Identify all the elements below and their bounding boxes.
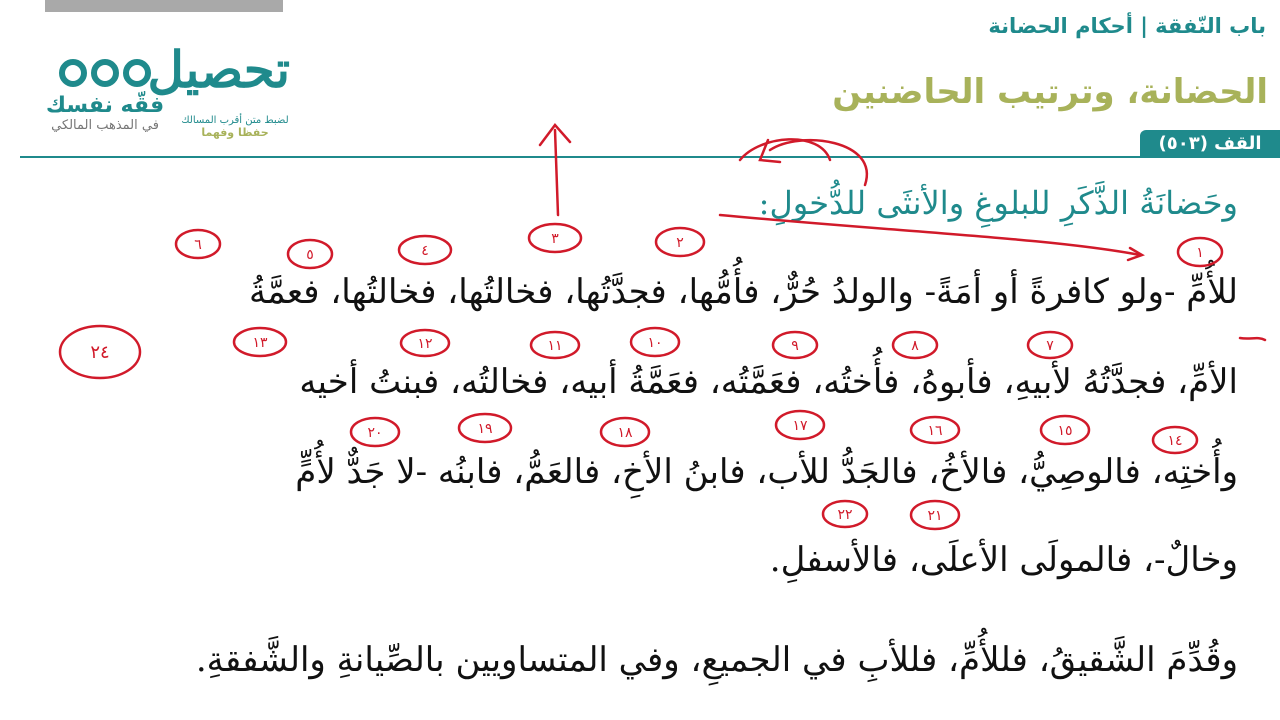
svg-text:١٤: ١٤	[1167, 433, 1183, 449]
svg-text:٢١: ٢١	[927, 508, 943, 524]
marker-16	[911, 417, 959, 443]
top-progress-bar	[45, 0, 283, 12]
marker-15	[1041, 416, 1089, 444]
page-title: الحضانة، وترتيب الحاضنين	[832, 72, 1268, 112]
tahsil-tagline: لضبط متن أقرب المسالك	[181, 115, 289, 126]
svg-text:٢: ٢	[676, 235, 684, 251]
marker-21	[911, 501, 959, 529]
svg-text:١٢: ١٢	[417, 336, 433, 352]
svg-text:١٥: ١٥	[1057, 423, 1073, 439]
svg-text:١٧: ١٧	[792, 418, 808, 434]
marker-14	[1153, 427, 1197, 453]
text-line-4: وخالٌ-، فالمولَى الأعلَى، فالأسفلِ.	[769, 540, 1238, 580]
marker-6	[176, 230, 220, 258]
svg-text:٣: ٣	[551, 231, 559, 247]
marker-5	[288, 240, 332, 268]
svg-text:١٠: ١٠	[647, 335, 663, 351]
svg-text:٥: ٥	[306, 247, 314, 263]
text-line-1: للأُمِّ -ولو كافرةً أو أمَةً- والولدُ حُرٌّ، فأُمُّها، فجدَّتُها، فخالتُها، فخالتُها، فعمَّةُ	[248, 272, 1238, 312]
tahsil-calligraphy: تحصيل	[147, 40, 290, 99]
svg-text:١٨: ١٨	[617, 425, 633, 441]
tab-divider	[20, 156, 1280, 158]
svg-text:١٣: ١٣	[252, 335, 268, 351]
marker-1	[1178, 238, 1222, 266]
marker-7	[1028, 332, 1072, 358]
tahsil-logo	[147, 35, 290, 165]
marker-4	[399, 236, 451, 264]
svg-text:٤: ٤	[421, 243, 429, 259]
marker-2	[656, 228, 704, 256]
marker-22	[823, 501, 867, 527]
svg-text:٦: ٦	[194, 237, 202, 253]
marker-17	[776, 411, 824, 439]
svg-text:١٩: ١٩	[477, 421, 493, 437]
svg-text:٢٤: ٢٤	[90, 342, 110, 363]
svg-text:٧: ٧	[1046, 338, 1054, 354]
svg-text:٨: ٨	[911, 338, 919, 354]
marker-20	[351, 418, 399, 446]
logo-tagline: في المذهب المالكي	[51, 118, 159, 133]
marker-9	[773, 332, 817, 358]
svg-text:١١: ١١	[547, 338, 563, 354]
section-subheading: وحَضانَةُ الذَّكَرِ للبلوغِ والأنثَى للدُّخولِ:	[758, 184, 1238, 222]
marker-3	[529, 224, 581, 252]
marker-8	[893, 332, 937, 358]
svg-text:١٦: ١٦	[927, 423, 943, 439]
svg-text:٩: ٩	[791, 338, 799, 354]
svg-text:٢٢: ٢٢	[837, 507, 853, 523]
marker-11	[531, 332, 579, 358]
svg-text:١: ١	[1196, 245, 1204, 261]
text-line-3: وأُختِه، فالوصِيُّ، فالأخُ، فالجَدُّ للأب، فابنُ الأخِ، فالعَمُّ، فابنُه -لا جَدٌّ لأُمٍّ	[295, 452, 1238, 492]
final-line: وقُدِّمَ الشَّقيقُ، فللأُمِّ، فللأبِ في الجميعِ، وفي المتساويين بالصِّيانةِ والشَّفقةِ.	[195, 640, 1238, 680]
svg-text:٢٠: ٢٠	[367, 425, 383, 441]
tahsil-motto: حفظا وفهما	[201, 126, 269, 139]
marker-19	[459, 414, 511, 442]
breadcrumb: باب النّفقة | أحكام الحضانة	[988, 14, 1266, 38]
text-line-2: الأمِّ، فجدَّتُهُ لأبيهِ، فأبوهُ، فأُختُه، فعَمَّتُه، فعَمَّةُ أبيه، فخالتُه، فبنتُ أخيه	[299, 362, 1238, 402]
marker-13	[234, 328, 286, 356]
marker-12	[401, 330, 449, 356]
marker-18	[601, 418, 649, 446]
logo-name: فقّه نفسك	[45, 93, 165, 118]
section-tab: القف (٥٠٣)	[1140, 130, 1280, 157]
marker-10	[631, 328, 679, 356]
